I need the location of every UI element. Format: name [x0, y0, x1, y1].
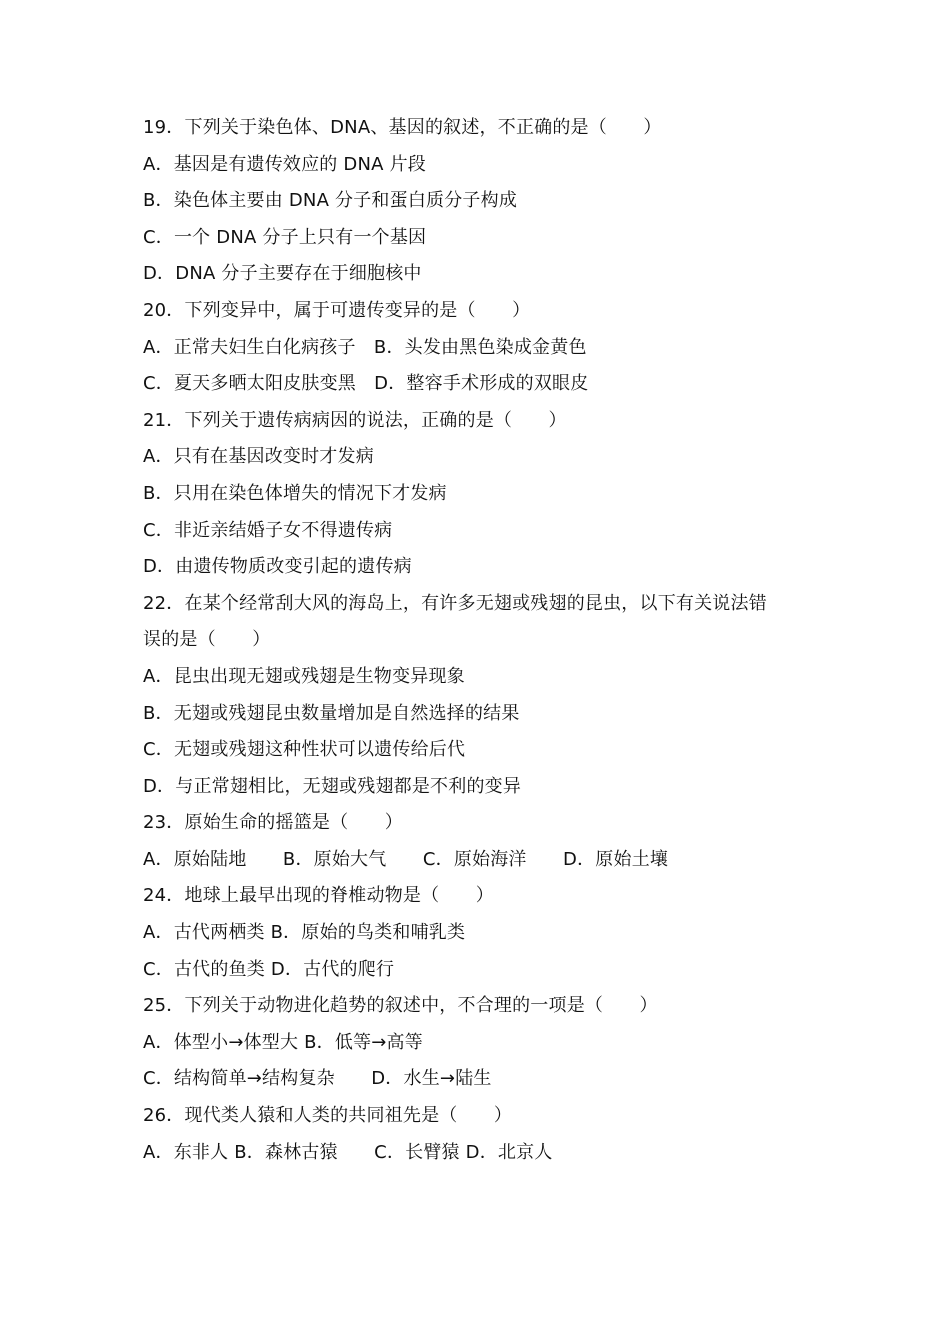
- option-a: A．只有在基因改变时才发病: [143, 446, 374, 468]
- option-row-ab: A．正常夫妇生白化病孩子 B．头发由黑色染成金黄色: [143, 336, 587, 358]
- question-stem: 20．下列变异中，属于可遗传变异的是（ ）: [143, 299, 531, 321]
- option-row-cd: C．夏天多晒太阳皮肤变黑 D．整容手术形成的双眼皮: [143, 373, 589, 395]
- option-c: C．一个 DNA 分子上只有一个基因: [143, 226, 427, 248]
- question-19: [143, 110, 823, 293]
- option-c: C．非近亲结婚子女不得遗传病: [143, 519, 393, 541]
- option-row-cd: C．古代的鱼类 D．古代的爬行: [143, 958, 395, 980]
- question-22: [143, 586, 823, 806]
- option-row-abcd: A．东非人 B．森林古猿 C．长臂猿 D．北京人: [143, 1141, 553, 1163]
- option-c: C．无翅或残翅这种性状可以遗传给后代: [143, 739, 466, 761]
- question-stem: 26．现代类人猿和人类的共同祖先是（ ）: [143, 1105, 513, 1127]
- question-stem: 25．下列关于动物进化趋势的叙述中，不合理的一项是（ ）: [143, 995, 658, 1017]
- option-b: B．只用在染色体增失的情况下才发病: [143, 482, 447, 504]
- question-list: [143, 110, 823, 1171]
- question-24: [143, 878, 823, 988]
- question-stem: 24．地球上最早出现的脊椎动物是（ ）: [143, 885, 494, 907]
- question-26: [143, 1098, 823, 1171]
- option-a: A．基因是有遗传效应的 DNA 片段: [143, 153, 426, 175]
- question-23: [143, 805, 823, 878]
- option-a: A．昆虫出现无翅或残翅是生物变异现象: [143, 665, 465, 687]
- question-stem: 19．下列关于染色体、DNA、基因的叙述，不正确的是（ ）: [143, 117, 662, 138]
- question-21: [143, 403, 823, 586]
- option-row-abcd: A．原始陆地 B．原始大气 C．原始海洋 D．原始土壤: [143, 848, 669, 870]
- option-d: D．由遗传物质改变引起的遗传病: [143, 556, 412, 578]
- option-d: D．与正常翅相比，无翅或残翅都是不利的变异: [143, 775, 522, 797]
- option-b: B．染色体主要由 DNA 分子和蛋白质分子构成: [143, 190, 518, 212]
- option-d: D．DNA 分子主要存在于细胞核中: [143, 263, 422, 285]
- option-row-cd: C．结构简单→结构复杂 D．水生→陆生: [143, 1068, 492, 1090]
- question-stem-line-2: 误的是（ ）: [143, 629, 271, 651]
- question-stem: 21．下列关于遗传病病因的说法，正确的是（ ）: [143, 409, 567, 431]
- question-25: [143, 988, 823, 1098]
- option-row-ab: A．古代两栖类 B．原始的鸟类和哺乳类: [143, 922, 466, 944]
- option-row-ab: A．体型小→体型大 B．低等→高等: [143, 1031, 423, 1053]
- question-20: [143, 293, 823, 403]
- question-stem: 23．原始生命的摇篮是（ ）: [143, 812, 403, 834]
- question-stem-line-1: 22．在某个经常刮大风的海岛上，有许多无翅或残翅的昆虫，以下有关说法错: [143, 592, 767, 614]
- option-b: B．无翅或残翅昆虫数量增加是自然选择的结果: [143, 702, 520, 724]
